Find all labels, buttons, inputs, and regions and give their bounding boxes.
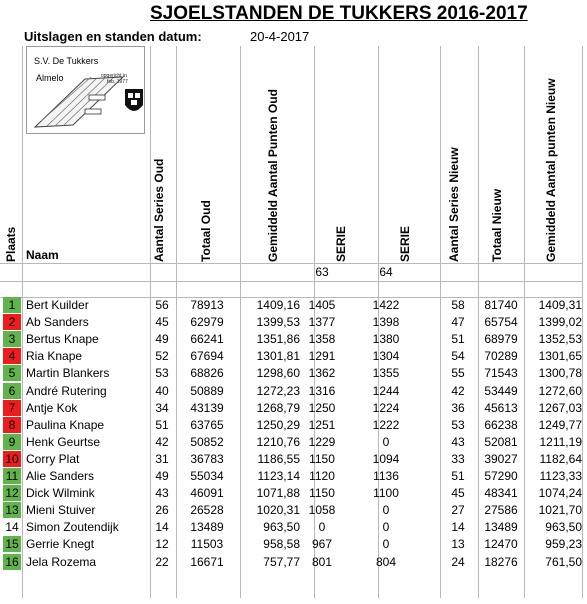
serie-63-cell: 1058 bbox=[308, 503, 336, 518]
series-oud-cell: 40 bbox=[155, 383, 169, 398]
gem-nieuw-cell: 1300,78 bbox=[538, 366, 582, 381]
totaal-oud-cell: 63765 bbox=[190, 417, 224, 432]
svg-text:feb. 1977: feb. 1977 bbox=[107, 79, 128, 85]
rank-cell: 9 bbox=[3, 434, 21, 450]
totaal-oud-cell: 78913 bbox=[190, 298, 224, 312]
series-oud-cell: 12 bbox=[155, 537, 169, 552]
gem-oud-cell: 1301,81 bbox=[256, 349, 300, 364]
serie-63-cell: 1291 bbox=[308, 349, 336, 364]
sjoelbak-drawing-icon bbox=[27, 47, 144, 133]
header-aantal-series-nieuw: Aantal Series Nieuw bbox=[447, 147, 461, 262]
logo-city: Almelo bbox=[36, 73, 64, 83]
name-cell: Alie Sanders bbox=[26, 469, 95, 483]
series-nieuw-cell: 47 bbox=[451, 315, 465, 330]
totaal-oud-cell: 68826 bbox=[190, 366, 224, 381]
gem-oud-cell: 963,50 bbox=[263, 520, 300, 535]
gem-oud-cell: 757,77 bbox=[263, 554, 300, 569]
series-oud-cell: 45 bbox=[155, 315, 169, 330]
series-nieuw-cell: 54 bbox=[451, 349, 465, 364]
serie-64-cell: 1136 bbox=[373, 469, 399, 483]
name-cell: Mieni Stuiver bbox=[26, 503, 96, 518]
serie-64-cell: 1304 bbox=[372, 349, 400, 364]
serie-64-cell: 1094 bbox=[372, 451, 400, 466]
totaal-oud-cell: 36783 bbox=[190, 451, 224, 466]
name-cell: Ab Sanders bbox=[26, 315, 89, 330]
series-nieuw-cell: 45 bbox=[451, 486, 465, 501]
serie-63-cell: 0 bbox=[318, 520, 326, 535]
name-cell: Ria Knape bbox=[26, 349, 83, 364]
gem-nieuw-cell: 1352,53 bbox=[538, 332, 582, 347]
svg-text:opgericht in: opgericht in bbox=[101, 73, 127, 79]
rank-cell: 7 bbox=[3, 400, 21, 416]
gem-nieuw-cell: 963,50 bbox=[545, 520, 582, 535]
totaal-nieuw-cell: 71543 bbox=[484, 366, 518, 381]
serie-63-cell: 1358 bbox=[308, 332, 336, 347]
logo-club-name: S.V. De Tukkers bbox=[34, 56, 99, 66]
series-nieuw-cell: 51 bbox=[451, 332, 465, 347]
series-nieuw-cell: 14 bbox=[451, 520, 465, 535]
header-serie-2: SERIE bbox=[398, 225, 412, 262]
gem-nieuw-cell: 1182,64 bbox=[539, 451, 582, 466]
totaal-nieuw-cell: 18276 bbox=[484, 554, 518, 569]
header-totaal-nieuw: Totaal Nieuw bbox=[490, 188, 504, 262]
totaal-oud-cell: 50852 bbox=[190, 434, 224, 449]
rank-cell: 8 bbox=[3, 417, 21, 433]
serie-63-cell: 1377 bbox=[308, 315, 336, 330]
rank-cell: 11 bbox=[3, 468, 21, 484]
gem-oud-cell: 1268,79 bbox=[256, 400, 300, 415]
series-nieuw-cell: 33 bbox=[451, 451, 465, 466]
rank-cell: 12 bbox=[3, 485, 21, 501]
totaal-nieuw-cell: 27586 bbox=[484, 503, 518, 518]
gem-nieuw-cell: 1399,02 bbox=[538, 315, 582, 330]
series-oud-cell: 22 bbox=[155, 554, 169, 569]
series-oud-cell: 49 bbox=[155, 332, 169, 347]
serie-64-cell: 0 bbox=[382, 503, 390, 518]
serie-64-cell: 1380 bbox=[372, 332, 400, 347]
series-nieuw-cell: 13 bbox=[451, 537, 465, 552]
totaal-oud-cell: 16671 bbox=[190, 554, 224, 569]
series-oud-cell: 34 bbox=[155, 400, 169, 415]
serie-63-cell: 1150 bbox=[309, 451, 335, 466]
serie-63-cell: 1150 bbox=[309, 486, 335, 501]
totaal-oud-cell: 11503 bbox=[190, 537, 224, 552]
gem-oud-cell: 1210,76 bbox=[256, 434, 300, 449]
serie-64-cell: 0 bbox=[382, 537, 390, 552]
rank-cell: 2 bbox=[3, 314, 21, 330]
serie-64-cell: 1100 bbox=[373, 486, 399, 501]
serie-63-cell: 1316 bbox=[308, 383, 336, 398]
gem-oud-cell: 1298,60 bbox=[256, 366, 300, 381]
totaal-nieuw-cell: 81740 bbox=[484, 298, 518, 312]
name-cell: Martin Blankers bbox=[26, 366, 110, 381]
totaal-oud-cell: 50889 bbox=[190, 383, 224, 398]
header-gemiddeld-nieuw: Gemiddeld Aantal punten Nieuw bbox=[544, 78, 558, 262]
totaal-nieuw-cell: 57290 bbox=[484, 469, 518, 483]
name-cell: Gerrie Knegt bbox=[26, 537, 95, 552]
series-nieuw-cell: 58 bbox=[451, 298, 465, 312]
header-gemiddeld-oud: Gemiddeld Aantal Punten Oud bbox=[266, 89, 280, 262]
totaal-oud-cell: 26528 bbox=[190, 503, 224, 518]
name-cell: Bert Kuilder bbox=[26, 298, 89, 312]
serie-63-cell: 1229 bbox=[308, 434, 336, 449]
name-cell: Dick Wilmink bbox=[26, 486, 95, 501]
gem-oud-cell: 1123,14 bbox=[257, 469, 300, 483]
series-oud-cell: 52 bbox=[155, 349, 169, 364]
gem-nieuw-cell: 1074,24 bbox=[538, 486, 582, 501]
series-oud-cell: 51 bbox=[155, 417, 169, 432]
rank-cell: 16 bbox=[3, 554, 21, 570]
gem-oud-cell: 1020,31 bbox=[256, 503, 300, 518]
serie-64-cell: 1398 bbox=[372, 315, 400, 330]
serie-63-cell: 1250 bbox=[308, 400, 336, 415]
rank-cell: 14 bbox=[3, 519, 21, 535]
series-nieuw-cell: 43 bbox=[451, 434, 465, 449]
series-oud-cell: 49 bbox=[155, 469, 169, 483]
name-cell: Henk Geurtse bbox=[26, 434, 101, 449]
totaal-nieuw-cell: 13489 bbox=[484, 520, 518, 535]
gem-nieuw-cell: 761,50 bbox=[545, 554, 582, 569]
serie-number-63: 63 bbox=[315, 265, 329, 279]
gem-nieuw-cell: 959,23 bbox=[545, 537, 582, 552]
totaal-oud-cell: 13489 bbox=[190, 520, 224, 535]
rank-cell: 3 bbox=[3, 331, 21, 347]
gem-oud-cell: 1351,86 bbox=[256, 332, 300, 347]
header-plaats: Plaats bbox=[4, 226, 18, 262]
series-oud-cell: 31 bbox=[155, 451, 169, 466]
rank-cell: 1 bbox=[3, 297, 21, 313]
series-oud-cell: 43 bbox=[155, 486, 169, 501]
name-cell: Jela Rozema bbox=[26, 554, 97, 569]
rank-cell: 5 bbox=[3, 365, 21, 381]
totaal-nieuw-cell: 68979 bbox=[484, 332, 518, 347]
serie-64-cell: 0 bbox=[382, 434, 390, 449]
serie-63-cell: 1405 bbox=[308, 298, 336, 312]
gem-oud-cell: 1409,16 bbox=[256, 298, 300, 312]
serie-64-cell: 1224 bbox=[372, 400, 400, 415]
rank-cell: 6 bbox=[3, 383, 21, 399]
totaal-oud-cell: 55034 bbox=[190, 469, 224, 483]
serie-64-cell: 804 bbox=[375, 554, 397, 569]
totaal-oud-cell: 66241 bbox=[190, 332, 224, 347]
series-oud-cell: 14 bbox=[155, 520, 169, 535]
rank-cell: 10 bbox=[3, 451, 21, 467]
name-cell: Corry Plat bbox=[26, 451, 80, 466]
header-aantal-series-oud: Aantal Series Oud bbox=[152, 158, 166, 262]
series-oud-cell: 26 bbox=[155, 503, 169, 518]
serie-63-cell: 1362 bbox=[308, 366, 336, 381]
club-logo bbox=[26, 46, 145, 134]
gem-oud-cell: 1186,55 bbox=[257, 451, 300, 466]
page-title: SJOELSTANDEN DE TUKKERS 2016-2017 bbox=[150, 3, 528, 24]
series-nieuw-cell: 53 bbox=[451, 417, 465, 432]
gem-oud-cell: 958,58 bbox=[263, 537, 300, 552]
name-cell: Antje Kok bbox=[26, 400, 78, 415]
serie-63-cell: 967 bbox=[311, 537, 333, 552]
rank-cell: 13 bbox=[3, 502, 21, 518]
header-serie-1: SERIE bbox=[334, 225, 348, 262]
totaal-oud-cell: 43139 bbox=[190, 400, 224, 415]
coat-of-arms-icon bbox=[125, 89, 143, 111]
serie-64-cell: 1422 bbox=[372, 298, 400, 312]
totaal-nieuw-cell: 48341 bbox=[484, 486, 518, 501]
results-date: 20-4-2017 bbox=[250, 29, 310, 44]
series-nieuw-cell: 27 bbox=[451, 503, 465, 518]
header-totaal-oud: Totaal Oud bbox=[199, 200, 213, 262]
gem-oud-cell: 1250,29 bbox=[256, 417, 300, 432]
name-cell: André Rutering bbox=[26, 383, 107, 398]
totaal-nieuw-cell: 66238 bbox=[484, 417, 518, 432]
totaal-nieuw-cell: 53449 bbox=[484, 383, 518, 398]
series-nieuw-cell: 55 bbox=[451, 366, 465, 381]
gem-nieuw-cell: 1267,03 bbox=[538, 400, 582, 415]
serie-64-cell: 0 bbox=[382, 520, 390, 535]
gem-nieuw-cell: 1272,60 bbox=[538, 383, 582, 398]
serie-63-cell: 801 bbox=[311, 554, 333, 569]
serie-64-cell: 1222 bbox=[372, 417, 400, 432]
series-oud-cell: 56 bbox=[155, 298, 169, 312]
header-naam: Naam bbox=[26, 248, 59, 262]
totaal-oud-cell: 67694 bbox=[190, 349, 224, 364]
series-nieuw-cell: 51 bbox=[451, 469, 465, 483]
totaal-nieuw-cell: 39027 bbox=[484, 451, 518, 466]
results-label: Uitslagen en standen datum: bbox=[24, 29, 202, 44]
rank-cell: 4 bbox=[3, 348, 21, 364]
totaal-oud-cell: 62979 bbox=[190, 315, 224, 330]
gem-nieuw-cell: 1123,33 bbox=[539, 469, 582, 483]
name-cell: Simon Zoutendijk bbox=[26, 520, 119, 535]
totaal-nieuw-cell: 12470 bbox=[484, 537, 518, 552]
serie-63-cell: 1120 bbox=[309, 469, 335, 483]
series-oud-cell: 42 bbox=[155, 434, 169, 449]
totaal-nieuw-cell: 65754 bbox=[484, 315, 518, 330]
totaal-nieuw-cell: 70289 bbox=[484, 349, 518, 364]
name-cell: Bertus Knape bbox=[26, 332, 99, 347]
name-cell: Paulina Knape bbox=[26, 417, 105, 432]
gem-nieuw-cell: 1301,65 bbox=[538, 349, 582, 364]
gem-nieuw-cell: 1249,77 bbox=[538, 417, 582, 432]
serie-64-cell: 1355 bbox=[372, 366, 400, 381]
rank-cell: 15 bbox=[3, 536, 21, 552]
gem-oud-cell: 1272,23 bbox=[256, 383, 300, 398]
gem-oud-cell: 1399,53 bbox=[256, 315, 300, 330]
series-nieuw-cell: 24 bbox=[451, 554, 465, 569]
totaal-nieuw-cell: 45613 bbox=[484, 400, 518, 415]
serie-63-cell: 1251 bbox=[308, 417, 336, 432]
gem-nieuw-cell: 1211,19 bbox=[539, 434, 582, 449]
totaal-nieuw-cell: 52081 bbox=[484, 434, 518, 449]
serie-number-64: 64 bbox=[379, 265, 393, 279]
series-oud-cell: 53 bbox=[155, 366, 169, 381]
gem-oud-cell: 1071,88 bbox=[256, 486, 300, 501]
series-nieuw-cell: 42 bbox=[451, 383, 465, 398]
serie-64-cell: 1244 bbox=[372, 383, 400, 398]
totaal-oud-cell: 46091 bbox=[190, 486, 224, 501]
gem-nieuw-cell: 1021,70 bbox=[538, 503, 582, 518]
gem-nieuw-cell: 1409,31 bbox=[538, 298, 582, 312]
series-nieuw-cell: 36 bbox=[451, 400, 465, 415]
